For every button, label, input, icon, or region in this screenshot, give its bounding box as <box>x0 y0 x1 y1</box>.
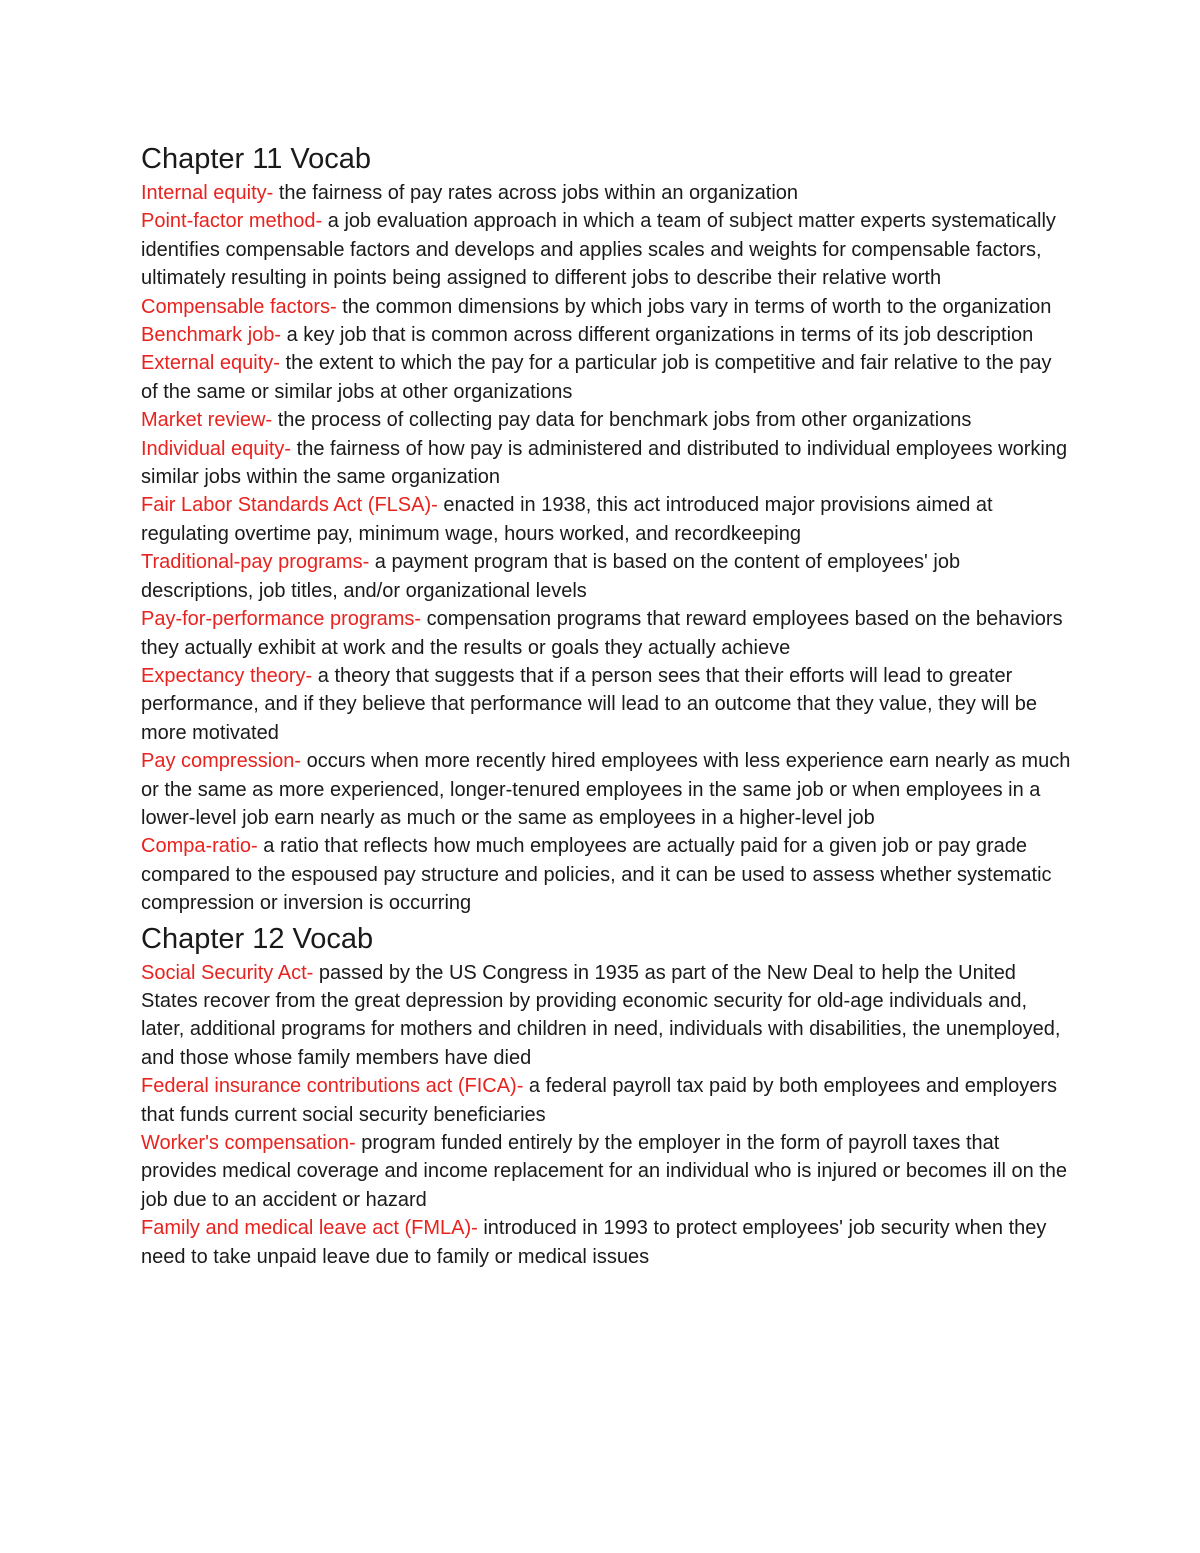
vocab-entry <box>141 321 1071 349</box>
vocab-entry <box>141 293 1071 321</box>
vocab-term: Family and medical leave act (FMLA)- <box>141 1217 478 1240</box>
vocab-definition: a key job that is common across different organizations in terms of its job description <box>281 324 1034 347</box>
vocab-definition: a payment program that is based on the content of employees' job descriptions, job titles, and/or organizational levels <box>141 551 961 602</box>
vocab-entry <box>141 959 1071 1073</box>
vocab-term: Federal insurance contributions act (FICA)- <box>141 1075 524 1098</box>
document-page <box>141 140 1071 1271</box>
vocab-entry <box>141 1129 1071 1214</box>
vocab-term: Expectancy theory- <box>141 664 313 687</box>
vocab-definition: the extent to which the pay for a particular job is competitive and fair relative to the pay of the same or similar jobs at other organizations <box>141 352 1052 403</box>
vocab-definition: the common dimensions by which jobs vary in terms of worth to the organization <box>336 295 1052 318</box>
vocab-definition: a federal payroll tax paid by both employees and employers that funds current social security beneficiaries <box>141 1075 1058 1126</box>
vocab-definition: compensation programs that reward employees based on the behaviors they actually exhibit at work and the results or goals they actually achieve <box>141 608 1063 659</box>
vocab-entry <box>141 832 1071 917</box>
vocab-term: Pay compression- <box>141 750 302 773</box>
vocab-definition: passed by the US Congress in 1935 as part of the New Deal to help the United States recover from the great depression by providing economic security for old-age individuals and, later, additional programs for mothers and children in need, individuals with disabilities, the unemployed, and those whose family members have died <box>141 961 1061 1069</box>
vocab-entry <box>141 207 1071 292</box>
vocab-term: Worker's compensation- <box>141 1132 356 1154</box>
vocab-entry <box>141 1214 1071 1271</box>
vocab-definition: enacted in 1938, this act introduced major provisions aimed at regulating overtime pay, minimum wage, hours worked, and recordkeeping <box>141 494 993 545</box>
vocab-term: Social Security Act- <box>141 961 314 984</box>
vocab-definition: the process of collecting pay data for benchmark jobs from other organizations <box>272 409 972 432</box>
vocab-entry <box>141 349 1071 406</box>
chapter-12-heading: Chapter 12 Vocab <box>141 922 374 955</box>
vocab-definition: introduced in 1993 to protect employees' job security when they need to take unpaid leave due to family or medical issues <box>141 1217 1047 1268</box>
vocab-definition: program funded entirely by the employer in the form of payroll taxes that provides medical coverage and income replacement for an individual who is injured or becomes ill on the job due to an accident or hazard <box>141 1132 1068 1211</box>
vocab-definition: the fairness of how pay is administered and distributed to individual employees working similar jobs within the same organization <box>141 437 1068 489</box>
vocab-entry <box>141 548 1071 605</box>
vocab-term: Benchmark job- <box>141 324 282 347</box>
vocab-term: Internal equity- <box>141 182 274 204</box>
vocab-term: External equity- <box>141 352 280 375</box>
vocab-term: Pay-for-performance programs- <box>141 608 422 631</box>
vocab-term: Compa-ratio- <box>141 835 258 858</box>
vocab-definition: a theory that suggests that if a person sees that their efforts will lead to greater performance, and if they believe that performance will lead to an outcome that they value, they will be more motivated <box>141 664 1038 744</box>
vocab-definition: occurs when more recently hired employees with less experience earn nearly as much or the same as more experienced, longer-tenured employees in the same job or when employees in a lower-level job earn nearly as much or the same as employees in a higher-level job <box>141 750 1071 829</box>
vocab-entry <box>141 406 1071 434</box>
vocab-term: Compensable factors- <box>141 295 337 318</box>
vocab-entry <box>141 179 1071 207</box>
vocab-term: Traditional-pay programs- <box>141 551 370 574</box>
chapter-11-heading: Chapter 11 Vocab <box>141 143 372 175</box>
vocab-entry <box>141 435 1071 492</box>
vocab-term: Fair Labor Standards Act (FLSA)- <box>141 494 438 517</box>
vocab-entry <box>141 662 1071 747</box>
vocab-term: Individual equity- <box>141 437 292 460</box>
vocab-term: Point-factor method- <box>141 210 323 233</box>
vocab-definition: a ratio that reflects how much employees are actually paid for a given job or pay grade compared to the espoused pay structure and policies, and it can be used to assess whether systematic compression or inversion is occurring <box>141 835 1052 915</box>
vocab-definition: the fairness of pay rates across jobs within an organization <box>273 182 799 204</box>
vocab-term: Market review- <box>141 409 273 432</box>
vocab-entry <box>141 1072 1071 1129</box>
vocab-definition: a job evaluation approach in which a team of subject matter experts systematically identifies compensable factors and develops and applies scales and weights for compensable factors, ultimately resulting in points being assigned to different jobs to describe their relative worth <box>141 210 1056 290</box>
vocab-entry <box>141 605 1071 662</box>
vocab-entry <box>141 747 1071 832</box>
vocab-entry <box>141 491 1071 548</box>
